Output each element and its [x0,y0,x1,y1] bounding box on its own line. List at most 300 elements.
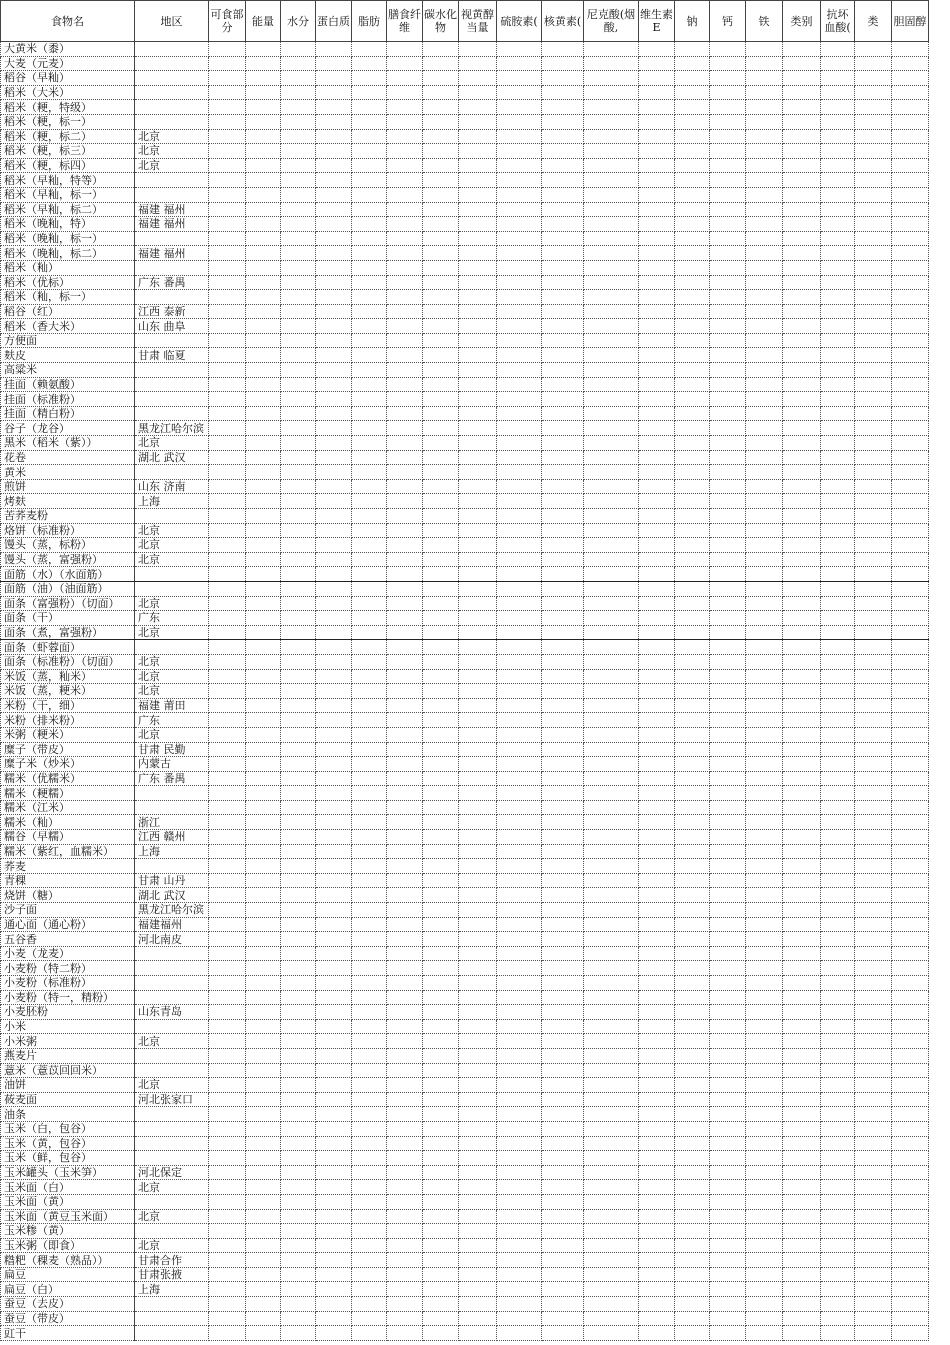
nutrient-cell[interactable] [387,42,423,57]
region-cell[interactable]: 北京 [135,538,209,553]
nutrient-cell[interactable] [783,713,821,728]
nutrient-cell[interactable] [584,1063,639,1078]
nutrient-cell[interactable] [892,436,929,451]
nutrient-cell[interactable] [209,844,246,859]
nutrient-cell[interactable] [281,85,316,100]
nutrient-cell[interactable] [584,844,639,859]
nutrient-cell[interactable] [584,158,639,173]
nutrient-cell[interactable] [316,1326,352,1341]
nutrient-cell[interactable] [584,917,639,932]
region-cell[interactable] [135,509,209,524]
nutrient-cell[interactable] [281,42,316,57]
nutrient-cell[interactable] [542,100,584,115]
nutrient-cell[interactable] [821,873,855,888]
nutrient-cell[interactable] [209,523,246,538]
nutrient-cell[interactable] [423,231,459,246]
nutrient-cell[interactable] [639,85,675,100]
nutrient-cell[interactable] [675,859,710,874]
nutrient-cell[interactable] [497,1238,542,1253]
nutrient-cell[interactable] [316,1063,352,1078]
nutrient-cell[interactable] [209,363,246,378]
nutrient-cell[interactable] [352,509,387,524]
nutrient-cell[interactable] [497,800,542,815]
nutrient-cell[interactable] [281,567,316,582]
nutrient-cell[interactable] [497,917,542,932]
nutrient-cell[interactable] [316,1019,352,1034]
nutrient-cell[interactable] [423,946,459,961]
nutrient-cell[interactable] [639,713,675,728]
nutrient-cell[interactable] [855,742,892,757]
nutrient-cell[interactable] [459,538,497,553]
nutrient-cell[interactable] [246,1092,281,1107]
food-name-cell[interactable]: 糯谷（早糯） [1,830,135,845]
nutrient-cell[interactable] [246,830,281,845]
nutrient-cell[interactable] [892,727,929,742]
nutrient-cell[interactable] [209,1136,246,1151]
nutrient-cell[interactable] [387,888,423,903]
nutrient-cell[interactable] [783,1107,821,1122]
nutrient-cell[interactable] [855,85,892,100]
region-cell[interactable]: 山东 济南 [135,479,209,494]
nutrient-cell[interactable] [423,1297,459,1312]
nutrient-cell[interactable] [821,71,855,86]
nutrient-cell[interactable] [710,1253,746,1268]
nutrient-cell[interactable] [497,333,542,348]
nutrient-cell[interactable] [316,85,352,100]
region-cell[interactable]: 黑龙江哈尔滨 [135,903,209,918]
region-cell[interactable] [135,85,209,100]
nutrient-cell[interactable] [423,538,459,553]
nutrient-cell[interactable] [209,1267,246,1282]
nutrient-cell[interactable] [783,990,821,1005]
nutrient-cell[interactable] [584,640,639,655]
nutrient-cell[interactable] [246,1267,281,1282]
nutrient-cell[interactable] [710,1005,746,1020]
nutrient-cell[interactable] [542,231,584,246]
nutrient-cell[interactable] [387,479,423,494]
nutrient-cell[interactable] [387,552,423,567]
nutrient-cell[interactable] [209,815,246,830]
nutrient-cell[interactable] [209,567,246,582]
nutrient-cell[interactable] [746,669,783,684]
nutrient-cell[interactable] [710,742,746,757]
nutrient-cell[interactable] [639,815,675,830]
nutrient-cell[interactable] [542,290,584,305]
nutrient-cell[interactable] [746,1092,783,1107]
region-cell[interactable] [135,187,209,202]
nutrient-cell[interactable] [821,859,855,874]
nutrient-cell[interactable] [316,42,352,57]
nutrient-cell[interactable] [584,421,639,436]
nutrient-cell[interactable] [639,348,675,363]
nutrient-cell[interactable] [316,129,352,144]
nutrient-cell[interactable] [352,319,387,334]
nutrient-cell[interactable] [423,129,459,144]
nutrient-cell[interactable] [639,319,675,334]
nutrient-cell[interactable] [352,450,387,465]
region-cell[interactable] [135,42,209,57]
nutrient-cell[interactable] [783,1063,821,1078]
nutrient-cell[interactable] [892,932,929,947]
nutrient-cell[interactable] [584,1180,639,1195]
nutrient-cell[interactable] [855,1209,892,1224]
nutrient-cell[interactable] [855,567,892,582]
nutrient-cell[interactable] [542,319,584,334]
nutrient-cell[interactable] [675,830,710,845]
nutrient-cell[interactable] [281,465,316,480]
region-cell[interactable] [135,567,209,582]
nutrient-cell[interactable] [542,56,584,71]
nutrient-cell[interactable] [542,1063,584,1078]
nutrient-cell[interactable] [855,173,892,188]
nutrient-cell[interactable] [459,319,497,334]
nutrient-cell[interactable] [209,144,246,159]
header-thiamine[interactable]: 硫胺素( [497,1,542,42]
nutrient-cell[interactable] [892,144,929,159]
nutrient-cell[interactable] [459,1063,497,1078]
nutrient-cell[interactable] [892,114,929,129]
nutrient-cell[interactable] [675,567,710,582]
nutrient-cell[interactable] [423,85,459,100]
nutrient-cell[interactable] [459,71,497,86]
nutrient-cell[interactable] [675,100,710,115]
nutrient-cell[interactable] [459,377,497,392]
nutrient-cell[interactable] [675,1136,710,1151]
nutrient-cell[interactable] [497,173,542,188]
nutrient-cell[interactable] [387,538,423,553]
food-name-cell[interactable]: 青稞 [1,873,135,888]
nutrient-cell[interactable] [497,319,542,334]
nutrient-cell[interactable] [209,552,246,567]
nutrient-cell[interactable] [497,479,542,494]
nutrient-cell[interactable] [639,1078,675,1093]
nutrient-cell[interactable] [855,1326,892,1341]
nutrient-cell[interactable] [423,1253,459,1268]
nutrient-cell[interactable] [459,523,497,538]
nutrient-cell[interactable] [675,596,710,611]
nutrient-cell[interactable] [639,1297,675,1312]
food-name-cell[interactable]: 稻米（粳，标三） [1,144,135,159]
nutrient-cell[interactable] [710,727,746,742]
nutrient-cell[interactable] [209,1005,246,1020]
nutrient-cell[interactable] [316,1048,352,1063]
nutrient-cell[interactable] [821,1165,855,1180]
nutrient-cell[interactable] [710,173,746,188]
nutrient-cell[interactable] [209,830,246,845]
header-riboflavin[interactable]: 核黄素( [542,1,584,42]
nutrient-cell[interactable] [675,1326,710,1341]
nutrient-cell[interactable] [710,1019,746,1034]
nutrient-cell[interactable] [352,684,387,699]
food-name-cell[interactable]: 稻米（晚籼，特） [1,217,135,232]
nutrient-cell[interactable] [459,873,497,888]
nutrient-cell[interactable] [246,509,281,524]
nutrient-cell[interactable] [892,552,929,567]
nutrient-cell[interactable] [281,290,316,305]
nutrient-cell[interactable] [821,1121,855,1136]
nutrient-cell[interactable] [675,509,710,524]
nutrient-cell[interactable] [783,1209,821,1224]
header-sodium[interactable]: 钠 [675,1,710,42]
nutrient-cell[interactable] [710,348,746,363]
nutrient-cell[interactable] [209,727,246,742]
nutrient-cell[interactable] [352,260,387,275]
nutrient-cell[interactable] [542,946,584,961]
nutrient-cell[interactable] [584,523,639,538]
nutrient-cell[interactable] [892,742,929,757]
nutrient-cell[interactable] [423,479,459,494]
nutrient-cell[interactable] [246,1005,281,1020]
nutrient-cell[interactable] [783,1019,821,1034]
region-cell[interactable]: 广东 [135,611,209,626]
nutrient-cell[interactable] [209,888,246,903]
nutrient-cell[interactable] [281,1209,316,1224]
nutrient-cell[interactable] [423,961,459,976]
nutrient-cell[interactable] [209,757,246,772]
food-name-cell[interactable]: 烤麸 [1,494,135,509]
nutrient-cell[interactable] [639,684,675,699]
nutrient-cell[interactable] [281,844,316,859]
nutrient-cell[interactable] [352,1092,387,1107]
food-name-cell[interactable]: 稻米（晚籼，标一） [1,231,135,246]
nutrient-cell[interactable] [821,698,855,713]
food-name-cell[interactable]: 玉米（白，包谷） [1,1121,135,1136]
nutrient-cell[interactable] [352,1121,387,1136]
food-name-cell[interactable]: 蚕豆（去皮） [1,1297,135,1312]
nutrient-cell[interactable] [209,961,246,976]
nutrient-cell[interactable] [387,1092,423,1107]
nutrient-cell[interactable] [542,830,584,845]
nutrient-cell[interactable] [675,771,710,786]
nutrient-cell[interactable] [892,1005,929,1020]
nutrient-cell[interactable] [821,304,855,319]
nutrient-cell[interactable] [352,173,387,188]
nutrient-cell[interactable] [316,56,352,71]
nutrient-cell[interactable] [459,1224,497,1239]
nutrient-cell[interactable] [246,42,281,57]
nutrient-cell[interactable] [855,392,892,407]
nutrient-cell[interactable] [352,990,387,1005]
nutrient-cell[interactable] [639,596,675,611]
nutrient-cell[interactable] [352,1253,387,1268]
header-water[interactable]: 水分 [281,1,316,42]
nutrient-cell[interactable] [675,348,710,363]
nutrient-cell[interactable] [584,100,639,115]
nutrient-cell[interactable] [209,319,246,334]
nutrient-cell[interactable] [387,581,423,596]
nutrient-cell[interactable] [639,509,675,524]
nutrient-cell[interactable] [855,800,892,815]
nutrient-cell[interactable] [892,859,929,874]
nutrient-cell[interactable] [746,625,783,640]
food-name-cell[interactable]: 扁豆 [1,1267,135,1282]
nutrient-cell[interactable] [316,114,352,129]
nutrient-cell[interactable] [281,654,316,669]
nutrient-cell[interactable] [209,1165,246,1180]
nutrient-cell[interactable] [710,654,746,669]
nutrient-cell[interactable] [387,1034,423,1049]
nutrient-cell[interactable] [821,246,855,261]
nutrient-cell[interactable] [783,479,821,494]
nutrient-cell[interactable] [542,275,584,290]
nutrient-cell[interactable] [209,202,246,217]
nutrient-cell[interactable] [855,698,892,713]
nutrient-cell[interactable] [316,217,352,232]
nutrient-cell[interactable] [423,319,459,334]
nutrient-cell[interactable] [459,1326,497,1341]
nutrient-cell[interactable] [246,757,281,772]
nutrient-cell[interactable] [246,1151,281,1166]
nutrient-cell[interactable] [584,1121,639,1136]
nutrient-cell[interactable] [281,946,316,961]
nutrient-cell[interactable] [675,917,710,932]
nutrient-cell[interactable] [209,581,246,596]
nutrient-cell[interactable] [584,173,639,188]
nutrient-cell[interactable] [542,640,584,655]
region-cell[interactable]: 北京 [135,1180,209,1195]
nutrient-cell[interactable] [675,800,710,815]
nutrient-cell[interactable] [675,1224,710,1239]
nutrient-cell[interactable] [783,596,821,611]
food-name-cell[interactable]: 糯米（优糯米） [1,771,135,786]
nutrient-cell[interactable] [281,1180,316,1195]
nutrient-cell[interactable] [497,669,542,684]
nutrient-cell[interactable] [855,786,892,801]
nutrient-cell[interactable] [892,71,929,86]
header-ascorbic-acid[interactable]: 抗坏血酸( [821,1,855,42]
nutrient-cell[interactable] [387,304,423,319]
nutrient-cell[interactable] [209,640,246,655]
nutrient-cell[interactable] [459,946,497,961]
nutrient-cell[interactable] [423,903,459,918]
nutrient-cell[interactable] [246,363,281,378]
nutrient-cell[interactable] [892,1092,929,1107]
nutrient-cell[interactable] [783,932,821,947]
nutrient-cell[interactable] [855,479,892,494]
nutrient-cell[interactable] [316,202,352,217]
nutrient-cell[interactable] [246,625,281,640]
food-name-cell[interactable]: 糯米（江米） [1,800,135,815]
nutrient-cell[interactable] [316,1253,352,1268]
nutrient-cell[interactable] [497,1209,542,1224]
nutrient-cell[interactable] [459,1297,497,1312]
nutrient-cell[interactable] [423,406,459,421]
nutrient-cell[interactable] [639,1194,675,1209]
nutrient-cell[interactable] [352,1326,387,1341]
nutrient-cell[interactable] [423,217,459,232]
nutrient-cell[interactable] [821,611,855,626]
nutrient-cell[interactable] [855,1253,892,1268]
nutrient-cell[interactable] [387,377,423,392]
nutrient-cell[interactable] [497,1048,542,1063]
nutrient-cell[interactable] [892,1180,929,1195]
nutrient-cell[interactable] [855,217,892,232]
nutrient-cell[interactable] [584,1194,639,1209]
nutrient-cell[interactable] [821,844,855,859]
nutrient-cell[interactable] [209,129,246,144]
nutrient-cell[interactable] [855,581,892,596]
nutrient-cell[interactable] [584,348,639,363]
nutrient-cell[interactable] [746,1326,783,1341]
nutrient-cell[interactable] [675,625,710,640]
nutrient-cell[interactable] [352,71,387,86]
nutrient-cell[interactable] [584,888,639,903]
nutrient-cell[interactable] [584,815,639,830]
food-name-cell[interactable]: 稻米（早籼，标二） [1,202,135,217]
nutrient-cell[interactable] [783,771,821,786]
nutrient-cell[interactable] [281,771,316,786]
nutrient-cell[interactable] [675,333,710,348]
food-name-cell[interactable]: 麸皮 [1,348,135,363]
nutrient-cell[interactable] [209,436,246,451]
nutrient-cell[interactable] [746,946,783,961]
nutrient-cell[interactable] [387,830,423,845]
nutrient-cell[interactable] [783,611,821,626]
nutrient-cell[interactable] [746,1180,783,1195]
nutrient-cell[interactable] [459,304,497,319]
nutrient-cell[interactable] [542,158,584,173]
nutrient-cell[interactable] [497,567,542,582]
nutrient-cell[interactable] [387,100,423,115]
nutrient-cell[interactable] [316,158,352,173]
nutrient-cell[interactable] [387,1151,423,1166]
nutrient-cell[interactable] [746,202,783,217]
nutrient-cell[interactable] [423,654,459,669]
nutrient-cell[interactable] [542,917,584,932]
nutrient-cell[interactable] [710,873,746,888]
nutrient-cell[interactable] [855,260,892,275]
nutrient-cell[interactable] [209,1092,246,1107]
nutrient-cell[interactable] [423,158,459,173]
nutrient-cell[interactable] [352,129,387,144]
nutrient-cell[interactable] [281,742,316,757]
nutrient-cell[interactable] [675,377,710,392]
nutrient-cell[interactable] [892,260,929,275]
nutrient-cell[interactable] [855,684,892,699]
food-name-cell[interactable]: 稻米（晚籼，标二） [1,246,135,261]
nutrient-cell[interactable] [675,1238,710,1253]
nutrient-cell[interactable] [497,538,542,553]
nutrient-cell[interactable] [387,406,423,421]
nutrient-cell[interactable] [497,1165,542,1180]
nutrient-cell[interactable] [497,742,542,757]
nutrient-cell[interactable] [459,246,497,261]
nutrient-cell[interactable] [821,1209,855,1224]
nutrient-cell[interactable] [821,290,855,305]
nutrient-cell[interactable] [423,713,459,728]
region-cell[interactable] [135,1151,209,1166]
nutrient-cell[interactable] [542,844,584,859]
nutrient-cell[interactable] [783,42,821,57]
nutrient-cell[interactable] [855,727,892,742]
food-name-cell[interactable]: 黄米 [1,465,135,480]
nutrient-cell[interactable] [783,202,821,217]
nutrient-cell[interactable] [423,1151,459,1166]
nutrient-cell[interactable] [316,144,352,159]
nutrient-cell[interactable] [584,114,639,129]
region-cell[interactable]: 山东青岛 [135,1005,209,1020]
nutrient-cell[interactable] [281,1048,316,1063]
nutrient-cell[interactable] [542,173,584,188]
nutrient-cell[interactable] [584,859,639,874]
nutrient-cell[interactable] [584,611,639,626]
nutrient-cell[interactable] [316,830,352,845]
nutrient-cell[interactable] [746,1297,783,1312]
nutrient-cell[interactable] [746,173,783,188]
region-cell[interactable]: 广东 番禺 [135,771,209,786]
nutrient-cell[interactable] [281,552,316,567]
nutrient-cell[interactable] [746,158,783,173]
